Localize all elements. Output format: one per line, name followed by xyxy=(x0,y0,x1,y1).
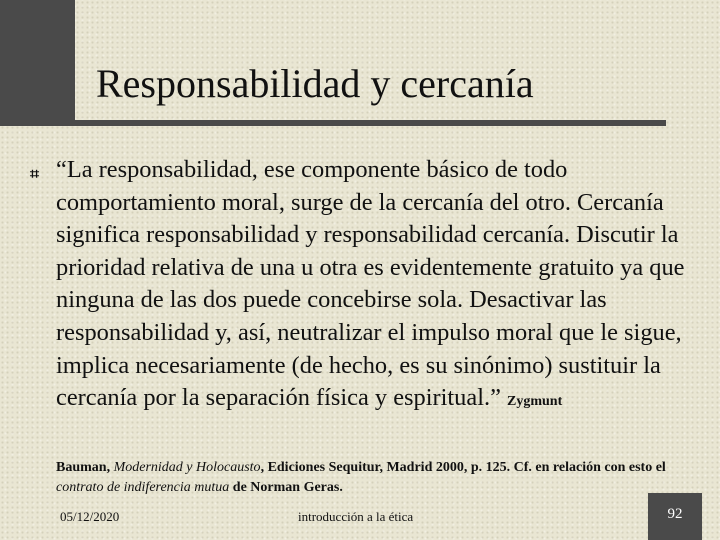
title-underline-rule xyxy=(0,120,666,126)
citation-publisher: , Ediciones Sequitur, Madrid 2000, p. 125. Cf. en relación con esto el xyxy=(260,460,666,475)
citation-author: Bauman, xyxy=(56,460,111,475)
quote-paragraph xyxy=(56,154,696,419)
page-number: 92 xyxy=(667,506,683,522)
quote-text: “La responsabilidad, ese componente básico de todo comportamiento moral, surge de la cercanía del otro. Cercanía significa responsabilidad y responsabilidad cercanía. Discutir la prioridad relativa de una u otra es evidentemente gratuito ya que ninguna de las dos puede concebirse sola. Desactivar las responsabilidad y, así, neutralizar el impulso moral que le sigue, implica necesariamente (de hecho, es su sinónimo) sustituir la cercanía por la separación física y espiritual.” xyxy=(56,156,685,412)
citation-rest: de Norman Geras. xyxy=(232,480,343,495)
quote-author-first: Zygmunt xyxy=(507,394,563,410)
footer-date: 05/12/2020 xyxy=(60,509,120,524)
left-accent-bar xyxy=(0,0,75,122)
slide-title: Responsabilidad y cercanía xyxy=(96,61,534,106)
citation-book-title: Modernidad y Holocausto xyxy=(113,460,261,475)
citation xyxy=(56,458,686,498)
hash-bullet-icon: ⌗ xyxy=(30,164,40,183)
citation-concept: contrato de indiferencia mutua xyxy=(56,480,230,495)
footer-center-text: introducción a la ética xyxy=(298,509,414,524)
